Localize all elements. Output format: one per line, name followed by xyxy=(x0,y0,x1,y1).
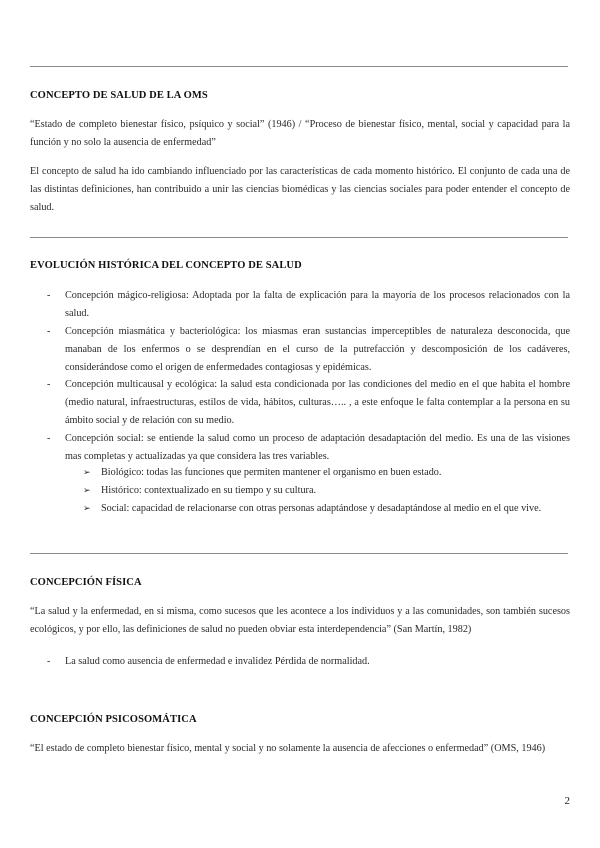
arrow-bullet-icon: ➢ xyxy=(83,486,91,496)
section-title-evolucion: EVOLUCIÓN HISTÓRICA DEL CONCEPTO DE SALUD xyxy=(30,260,302,271)
sub-list-item xyxy=(83,464,571,482)
sub-list-item-text: Biológico: todas las funciones que permiten mantener el organismo en buen estado. xyxy=(101,467,442,478)
fisica-quote: “La salud y la enfermedad, en si misma, como sucesos que les acontece a los individuos y a las comunidades, son también sucesos ecológicos, y por ello, las definiciones de salud no pueden obviar esta interdependencia” (San Martín, 1982) xyxy=(30,606,570,635)
section-title-oms: CONCEPTO DE SALUD DE LA OMS xyxy=(30,90,208,101)
sub-list-item-text: Social: capacidad de relacionarse con otras personas adaptándose y desadaptándose al medio en el que vive. xyxy=(101,503,542,514)
list-item xyxy=(30,430,570,466)
section-title-fisica: CONCEPCIÓN FÍSICA xyxy=(30,577,142,588)
list-item-text: Concepción multicausal y ecológica: la salud esta condicionada por las condiciones del medio en el que habita el hombre (medio natural, infraestructuras, estilos de vida, hábitos, culturas….. , a este enfoque le falta contemplar a la persona en su ámbito social y de relación con su medio. xyxy=(65,379,570,426)
list-item xyxy=(30,287,570,323)
list-item xyxy=(30,653,570,671)
section-divider xyxy=(30,66,568,67)
arrow-bullet-icon: ➢ xyxy=(83,468,91,478)
list-dash: - xyxy=(47,379,51,390)
section-title-psicosomatica: CONCEPCIÓN PSICOSOMÁTICA xyxy=(30,714,197,725)
sub-list-item xyxy=(83,500,571,518)
list-dash: - xyxy=(47,326,51,337)
list-item-text: La salud como ausencia de enfermedad e invalidez Pérdida de normalidad. xyxy=(65,656,370,667)
sub-list-item xyxy=(83,482,571,500)
list-item-text: Concepción mágico-religiosa: Adoptada por la falta de explicación para la mayoría de los procesos relacionados con la salud. xyxy=(65,290,570,319)
section-divider xyxy=(30,553,568,554)
list-dash: - xyxy=(47,656,51,667)
psico-quote: “El estado de completo bienestar físico, mental y social y no solamente la ausencia de afecciones o enfermedad” (OMS, 1946) xyxy=(30,743,546,754)
list-item-text: Concepción social: se entiende la salud como un proceso de adaptación desadaptación del medio. Es una de las visiones mas completas y actualizadas ya que considera las tres variables. xyxy=(65,433,570,462)
page-number: 2 xyxy=(564,795,570,807)
arrow-bullet-icon: ➢ xyxy=(83,504,91,514)
list-dash: - xyxy=(47,433,51,444)
list-dash: - xyxy=(47,290,51,301)
list-item xyxy=(30,323,570,377)
list-item-text: Concepción miasmática y bacteriológica: los miasmas eran sustancias imperceptibles de naturaleza desconocida, que manaban de los enfermos o se desprendían en el curso de la putrefacción y descomposición de los cadáveres, considerándose como el origen de enfermedades contagiosas y epidémicas. xyxy=(65,326,570,373)
oms-paragraph: El concepto de salud ha ido cambiando influenciado por las características de cada momento histórico. El conjunto de cada una de las distintas definiciones, han contribuido a unir las ciencias biomédicas y las ciencias sociales para poder entender el concepto de salud. xyxy=(30,166,570,213)
section-divider xyxy=(30,237,568,238)
list-item xyxy=(30,376,570,430)
oms-quote: “Estado de completo bienestar físico, psíquico y social” (1946) / “Proceso de bienestar físico, mental, social y capacidad para la función y no solo la ausencia de enfermedad” xyxy=(30,119,570,148)
sub-list-item-text: Histórico: contextualizado en su tiempo y su cultura. xyxy=(101,485,317,496)
